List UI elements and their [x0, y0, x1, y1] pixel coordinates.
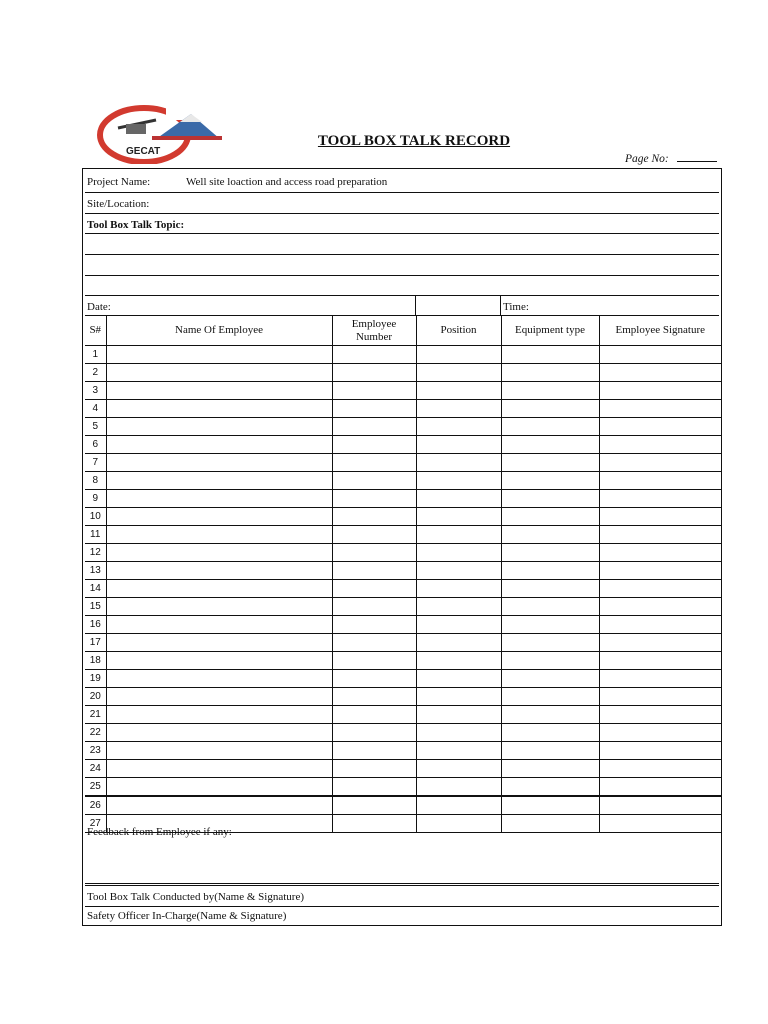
- table-row: [85, 364, 721, 382]
- signature-cell[interactable]: [599, 652, 721, 670]
- row-number: 25: [85, 778, 106, 797]
- position-cell[interactable]: [416, 382, 501, 400]
- conducted-by-row[interactable]: [85, 886, 719, 907]
- equipment-type-cell[interactable]: [501, 544, 599, 562]
- employee-name-cell[interactable]: [106, 490, 332, 508]
- row-number: 20: [85, 688, 106, 706]
- employee-number-cell[interactable]: [332, 526, 416, 544]
- employee-name-cell[interactable]: [106, 616, 332, 634]
- employee-number-cell[interactable]: [332, 382, 416, 400]
- header-equipment-type: Equipment type: [501, 316, 599, 346]
- row-number: 21: [85, 706, 106, 724]
- page-title: TOOL BOX TALK RECORD: [317, 133, 511, 149]
- equipment-type-cell[interactable]: [501, 652, 599, 670]
- position-cell[interactable]: [416, 598, 501, 616]
- project-name-row[interactable]: [85, 171, 719, 193]
- employee-name-cell[interactable]: [106, 706, 332, 724]
- signature-cell[interactable]: [599, 436, 721, 454]
- table-row: [85, 598, 721, 616]
- employee-name-cell[interactable]: [106, 418, 332, 436]
- table-row: [85, 508, 721, 526]
- employee-name-cell[interactable]: [106, 742, 332, 760]
- table-row: [85, 472, 721, 490]
- table-row: [85, 724, 721, 742]
- safety-officer-row[interactable]: [85, 907, 719, 925]
- equipment-type-cell[interactable]: [501, 508, 599, 526]
- table-row: [85, 544, 721, 562]
- equipment-type-cell[interactable]: [501, 688, 599, 706]
- table-row: [85, 454, 721, 472]
- employee-number-cell[interactable]: [332, 544, 416, 562]
- employee-name-cell[interactable]: [106, 670, 332, 688]
- row-number: 19: [85, 670, 106, 688]
- position-cell[interactable]: [416, 760, 501, 778]
- position-cell[interactable]: [416, 490, 501, 508]
- row-number: 9: [85, 490, 106, 508]
- employee-name-cell[interactable]: [106, 472, 332, 490]
- signature-cell[interactable]: [599, 580, 721, 598]
- equipment-type-cell[interactable]: [501, 724, 599, 742]
- row-number: 27: [85, 815, 106, 833]
- employee-name-cell[interactable]: [106, 688, 332, 706]
- employee-number-cell[interactable]: [332, 472, 416, 490]
- equipment-type-cell[interactable]: [501, 436, 599, 454]
- svg-text:GECAT: GECAT: [126, 146, 161, 157]
- row-number: 8: [85, 472, 106, 490]
- employee-number-cell[interactable]: [332, 418, 416, 436]
- time-label: Time:: [503, 301, 529, 313]
- row-number: 1: [85, 346, 106, 364]
- feedback-row[interactable]: [85, 825, 719, 886]
- equipment-type-cell[interactable]: [501, 346, 599, 364]
- employee-number-cell[interactable]: [332, 400, 416, 418]
- position-cell[interactable]: [416, 778, 501, 797]
- equipment-type-cell[interactable]: [501, 742, 599, 760]
- signature-cell[interactable]: [599, 742, 721, 760]
- header-position: Position: [416, 316, 501, 346]
- employee-name-cell[interactable]: [106, 382, 332, 400]
- position-cell[interactable]: [416, 418, 501, 436]
- attendance-table: [85, 316, 721, 833]
- employee-number-cell[interactable]: [332, 688, 416, 706]
- table-row: [85, 796, 721, 815]
- position-cell[interactable]: [416, 544, 501, 562]
- table-row: [85, 688, 721, 706]
- topic-label: Tool Box Talk Topic:: [87, 219, 185, 231]
- table-row: [85, 382, 721, 400]
- table-row: [85, 526, 721, 544]
- employee-name-cell[interactable]: [106, 652, 332, 670]
- employee-number-cell[interactable]: [332, 670, 416, 688]
- equipment-type-cell[interactable]: [501, 490, 599, 508]
- position-cell[interactable]: [416, 688, 501, 706]
- employee-name-cell[interactable]: [106, 508, 332, 526]
- row-number: 11: [85, 526, 106, 544]
- signature-cell[interactable]: [599, 706, 721, 724]
- equipment-type-cell[interactable]: [501, 634, 599, 652]
- employee-number-cell[interactable]: [332, 616, 416, 634]
- table-row: [85, 562, 721, 580]
- equipment-type-cell[interactable]: [501, 454, 599, 472]
- equipment-type-cell[interactable]: [501, 364, 599, 382]
- employee-name-cell[interactable]: [106, 436, 332, 454]
- employee-name-cell[interactable]: [106, 580, 332, 598]
- employee-name-cell[interactable]: [106, 454, 332, 472]
- table-row: [85, 490, 721, 508]
- header-name: Name Of Employee: [106, 316, 332, 346]
- feedback-label: Feedback from Employee if any:: [87, 826, 232, 838]
- topic-line-1[interactable]: [85, 234, 719, 255]
- employee-name-cell[interactable]: [106, 364, 332, 382]
- table-row: [85, 652, 721, 670]
- employee-number-cell[interactable]: [332, 436, 416, 454]
- header-employee-number-line2: Number: [355, 330, 393, 343]
- signature-cell[interactable]: [599, 544, 721, 562]
- position-cell[interactable]: [416, 652, 501, 670]
- position-cell[interactable]: [416, 796, 501, 815]
- site-location-row[interactable]: [85, 193, 719, 214]
- employee-name-cell[interactable]: [106, 526, 332, 544]
- row-number: 22: [85, 724, 106, 742]
- signature-cell[interactable]: [599, 382, 721, 400]
- date-divider: [415, 296, 416, 315]
- employee-number-cell[interactable]: [332, 364, 416, 382]
- signature-cell[interactable]: [599, 760, 721, 778]
- conducted-by-label: Tool Box Talk Conducted by(Name & Signature): [87, 891, 304, 903]
- row-number: 23: [85, 742, 106, 760]
- employee-number-cell[interactable]: [332, 508, 416, 526]
- employee-name-cell[interactable]: [106, 562, 332, 580]
- employee-number-cell[interactable]: [332, 634, 416, 652]
- site-location-label: Site/Location:: [87, 198, 150, 210]
- signature-cell[interactable]: [599, 364, 721, 382]
- employee-number-cell[interactable]: [332, 760, 416, 778]
- signature-cell[interactable]: [599, 724, 721, 742]
- row-number: 7: [85, 454, 106, 472]
- position-cell[interactable]: [416, 706, 501, 724]
- equipment-type-cell[interactable]: [501, 562, 599, 580]
- equipment-type-cell[interactable]: [501, 670, 599, 688]
- signature-cell[interactable]: [599, 508, 721, 526]
- equipment-type-cell[interactable]: [501, 598, 599, 616]
- employee-number-cell[interactable]: [332, 346, 416, 364]
- topic-line-3[interactable]: [85, 276, 719, 296]
- row-number: 13: [85, 562, 106, 580]
- row-number: 5: [85, 418, 106, 436]
- row-number: 17: [85, 634, 106, 652]
- position-cell[interactable]: [416, 436, 501, 454]
- employee-number-cell[interactable]: [332, 652, 416, 670]
- row-number: 10: [85, 508, 106, 526]
- employee-name-cell[interactable]: [106, 598, 332, 616]
- employee-number-cell[interactable]: [332, 562, 416, 580]
- equipment-type-cell[interactable]: [501, 526, 599, 544]
- employee-number-cell[interactable]: [332, 778, 416, 797]
- position-cell[interactable]: [416, 472, 501, 490]
- table-row: [85, 346, 721, 364]
- table-row: [85, 742, 721, 760]
- position-cell[interactable]: [416, 580, 501, 598]
- signature-cell[interactable]: [599, 454, 721, 472]
- employee-name-cell[interactable]: [106, 400, 332, 418]
- signature-cell[interactable]: [599, 796, 721, 815]
- page-number-label: Page No:: [625, 153, 669, 165]
- employee-number-cell[interactable]: [332, 598, 416, 616]
- equipment-type-cell[interactable]: [501, 580, 599, 598]
- equipment-type-cell[interactable]: [501, 382, 599, 400]
- page-number-field: [625, 152, 717, 165]
- signature-cell[interactable]: [599, 418, 721, 436]
- row-number: 4: [85, 400, 106, 418]
- position-cell[interactable]: [416, 562, 501, 580]
- position-cell[interactable]: [416, 400, 501, 418]
- header-serial: S#: [85, 316, 106, 346]
- employee-number-cell[interactable]: [332, 742, 416, 760]
- employee-name-cell[interactable]: [106, 544, 332, 562]
- table-header-row: [85, 316, 721, 346]
- table-row: [85, 418, 721, 436]
- employee-number-cell[interactable]: [332, 454, 416, 472]
- signature-cell[interactable]: [599, 778, 721, 797]
- employee-name-cell[interactable]: [106, 778, 332, 797]
- attendance-table-wrapper: [85, 316, 719, 829]
- table-row: [85, 616, 721, 634]
- row-number: 2: [85, 364, 106, 382]
- table-row: [85, 400, 721, 418]
- employee-name-cell[interactable]: [106, 796, 332, 815]
- table-row: [85, 436, 721, 454]
- row-number: 6: [85, 436, 106, 454]
- signature-cell[interactable]: [599, 490, 721, 508]
- form-sheet: [82, 168, 722, 926]
- header-employee-number: [332, 316, 416, 346]
- table-row: [85, 706, 721, 724]
- signature-cell[interactable]: [599, 616, 721, 634]
- equipment-type-cell[interactable]: [501, 472, 599, 490]
- signature-cell[interactable]: [599, 400, 721, 418]
- row-number: 3: [85, 382, 106, 400]
- employee-number-cell[interactable]: [332, 796, 416, 815]
- employee-number-cell[interactable]: [332, 724, 416, 742]
- equipment-type-cell[interactable]: [501, 760, 599, 778]
- signature-cell[interactable]: [599, 346, 721, 364]
- row-number: 15: [85, 598, 106, 616]
- equipment-type-cell[interactable]: [501, 616, 599, 634]
- signature-cell[interactable]: [599, 670, 721, 688]
- table-row: [85, 760, 721, 778]
- date-label: Date:: [87, 301, 111, 313]
- equipment-type-cell[interactable]: [501, 778, 599, 797]
- position-cell[interactable]: [416, 508, 501, 526]
- signature-cell[interactable]: [599, 634, 721, 652]
- employee-number-cell[interactable]: [332, 490, 416, 508]
- position-cell[interactable]: [416, 454, 501, 472]
- employee-name-cell[interactable]: [106, 346, 332, 364]
- time-divider: [500, 296, 501, 315]
- signature-cell[interactable]: [599, 472, 721, 490]
- employee-name-cell[interactable]: [106, 634, 332, 652]
- topic-line-2[interactable]: [85, 255, 719, 276]
- position-cell[interactable]: [416, 616, 501, 634]
- project-name-value: Well site loaction and access road preparation: [186, 176, 388, 188]
- signature-cell[interactable]: [599, 688, 721, 706]
- table-row: [85, 778, 721, 797]
- page-number-blank[interactable]: [677, 152, 717, 162]
- employee-name-cell[interactable]: [106, 724, 332, 742]
- signature-cell[interactable]: [599, 526, 721, 544]
- row-number: 12: [85, 544, 106, 562]
- table-row: [85, 670, 721, 688]
- position-cell[interactable]: [416, 346, 501, 364]
- position-cell[interactable]: [416, 670, 501, 688]
- position-cell[interactable]: [416, 724, 501, 742]
- header-employee-number-line1: Employee: [351, 317, 397, 330]
- equipment-type-cell[interactable]: [501, 706, 599, 724]
- equipment-type-cell[interactable]: [501, 796, 599, 815]
- employee-number-cell[interactable]: [332, 706, 416, 724]
- project-name-label: Project Name:: [87, 176, 151, 188]
- row-number: 26: [85, 796, 106, 815]
- row-number: 16: [85, 616, 106, 634]
- topic-row: [85, 214, 719, 234]
- table-row: [85, 634, 721, 652]
- date-time-row: [85, 296, 719, 316]
- signature-cell[interactable]: [599, 598, 721, 616]
- safety-officer-label: Safety Officer In-Charge(Name & Signature): [87, 910, 287, 922]
- employee-name-cell[interactable]: [106, 760, 332, 778]
- employee-number-cell[interactable]: [332, 580, 416, 598]
- position-cell[interactable]: [416, 364, 501, 382]
- signature-cell[interactable]: [599, 562, 721, 580]
- equipment-type-cell[interactable]: [501, 418, 599, 436]
- row-number: 18: [85, 652, 106, 670]
- equipment-type-cell[interactable]: [501, 400, 599, 418]
- position-cell[interactable]: [416, 634, 501, 652]
- row-number: 14: [85, 580, 106, 598]
- header-signature: Employee Signature: [599, 316, 721, 346]
- position-cell[interactable]: [416, 526, 501, 544]
- position-cell[interactable]: [416, 742, 501, 760]
- row-number: 24: [85, 760, 106, 778]
- table-row: [85, 580, 721, 598]
